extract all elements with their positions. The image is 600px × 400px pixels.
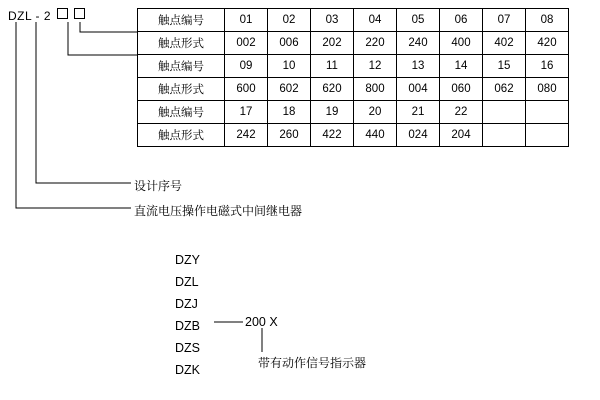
table-cell: 18 — [268, 101, 311, 124]
annotation-relay-description: 直流电压操作电磁式中间继电器 — [134, 204, 303, 218]
table-cell: 12 — [354, 55, 397, 78]
row-header: 触点编号 — [138, 9, 225, 32]
series-item-dzb: DZB — [175, 319, 200, 333]
table-cell: 002 — [225, 32, 268, 55]
table-cell: 600 — [225, 78, 268, 101]
series-list — [175, 249, 200, 381]
table-cell: 16 — [526, 55, 569, 78]
table-cell — [526, 124, 569, 147]
table-cell: 02 — [268, 9, 311, 32]
table-cell: 10 — [268, 55, 311, 78]
table-row — [138, 124, 569, 147]
table-cell — [483, 124, 526, 147]
series-item-dzs: DZS — [175, 341, 200, 355]
row-header: 触点编号 — [138, 101, 225, 124]
table-cell: 202 — [311, 32, 354, 55]
table-cell: 260 — [268, 124, 311, 147]
table-cell: 21 — [397, 101, 440, 124]
table-cell: 22 — [440, 101, 483, 124]
table-cell: 204 — [440, 124, 483, 147]
table-cell: 03 — [311, 9, 354, 32]
table-cell: 024 — [397, 124, 440, 147]
table-cell: 13 — [397, 55, 440, 78]
table-cell: 060 — [440, 78, 483, 101]
table-cell: 15 — [483, 55, 526, 78]
table-row — [138, 32, 569, 55]
table-cell: 080 — [526, 78, 569, 101]
series-item-dzy: DZY — [175, 253, 200, 267]
table-cell: 19 — [311, 101, 354, 124]
table-cell: 08 — [526, 9, 569, 32]
table-cell: 006 — [268, 32, 311, 55]
table-cell: 11 — [311, 55, 354, 78]
table-cell: 06 — [440, 9, 483, 32]
series-item-dzk: DZK — [175, 363, 200, 377]
table-cell: 400 — [440, 32, 483, 55]
table-cell: 220 — [354, 32, 397, 55]
annotation-design-serial: 设计序号 — [134, 179, 183, 193]
table-cell: 242 — [225, 124, 268, 147]
table-cell: 09 — [225, 55, 268, 78]
table-cell: 20 — [354, 101, 397, 124]
row-header: 触点形式 — [138, 124, 225, 147]
contact-code-table — [137, 8, 569, 147]
table-cell: 07 — [483, 9, 526, 32]
series-item-dzl: DZL — [175, 275, 199, 289]
table-cell: 402 — [483, 32, 526, 55]
annotation-indicator-note: 带有动作信号指示器 — [258, 356, 367, 370]
series-item-dzj: DZJ — [175, 297, 198, 311]
table-cell: 062 — [483, 78, 526, 101]
row-header: 触点形式 — [138, 78, 225, 101]
table-row — [138, 101, 569, 124]
table-cell: 01 — [225, 9, 268, 32]
table-cell — [483, 101, 526, 124]
model-code-box-2 — [74, 8, 85, 19]
table-cell: 440 — [354, 124, 397, 147]
table-cell: 800 — [354, 78, 397, 101]
table-cell: 620 — [311, 78, 354, 101]
row-header: 触点编号 — [138, 55, 225, 78]
table-cell: 04 — [354, 9, 397, 32]
table-cell: 602 — [268, 78, 311, 101]
table-cell: 05 — [397, 9, 440, 32]
table-row — [138, 9, 569, 32]
model-code — [8, 8, 85, 23]
table-cell: 240 — [397, 32, 440, 55]
model-code-prefix: DZL - 2 — [8, 9, 52, 23]
table-cell: 17 — [225, 101, 268, 124]
table-body — [138, 9, 569, 147]
table-row — [138, 55, 569, 78]
table-cell: 14 — [440, 55, 483, 78]
table-row — [138, 78, 569, 101]
row-header: 触点形式 — [138, 32, 225, 55]
table-cell: 004 — [397, 78, 440, 101]
table-cell: 420 — [526, 32, 569, 55]
model-code-box-1 — [57, 8, 68, 19]
table-cell: 422 — [311, 124, 354, 147]
table-cell — [526, 101, 569, 124]
series-suffix: 200 X — [245, 315, 278, 329]
